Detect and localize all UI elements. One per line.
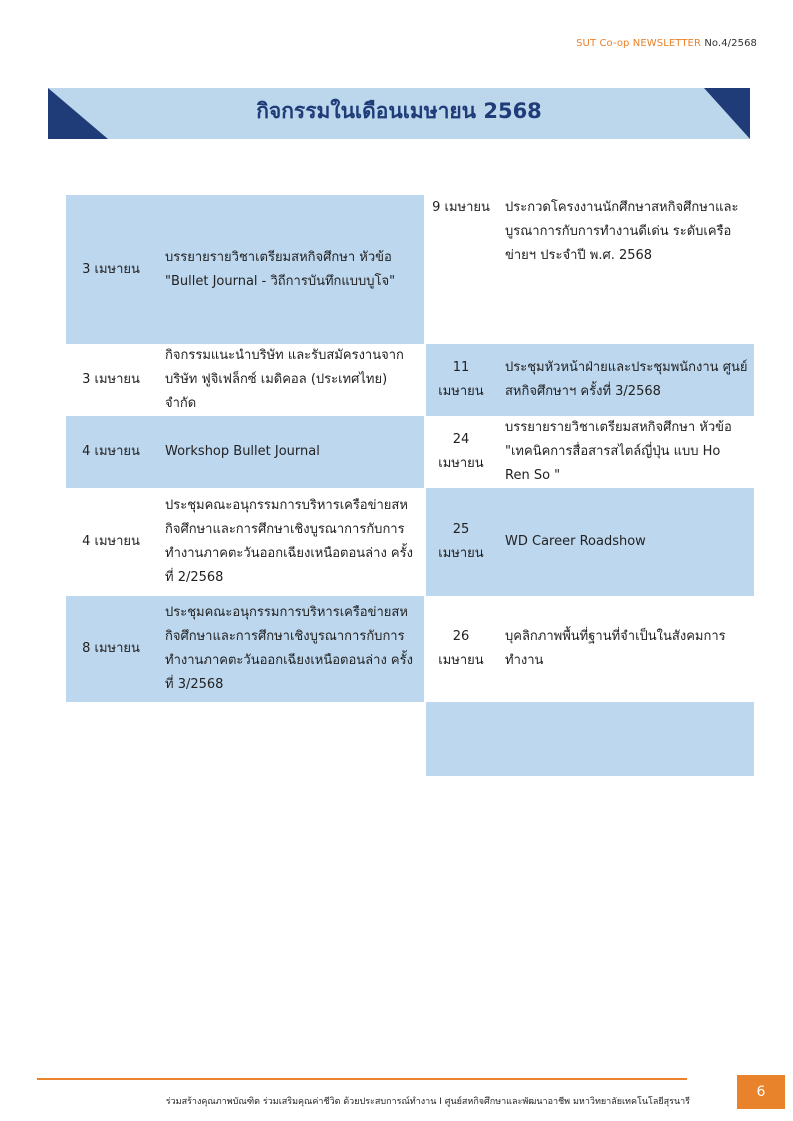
event-date: 9 เมษายน [432, 200, 490, 215]
event-date [426, 702, 496, 776]
newsletter-brand: SUT Co-op NEWSLETTER [576, 38, 702, 49]
event-description: ประชุมคณะอนุกรรมการบริหารเครือข่ายสหกิจศึกษาและการศึกษาเชิงบูรณาการกับการทำงานภาคตะวันออกเฉียงเหนือตอนล่าง ครั้งที่ 3/2568 [156, 596, 424, 702]
event-date: 3 เมษายน [66, 195, 156, 344]
event-description: Workshop Bullet Journal [156, 416, 424, 488]
page-number: 6 [737, 1075, 785, 1109]
event-description: WD Career Roadshow [496, 488, 754, 596]
title-banner [48, 88, 750, 139]
event-date: 4 เมษายน [82, 534, 140, 549]
event-date: 11 เมษายน [426, 344, 496, 416]
newsletter-issue: No.4/2568 [704, 38, 757, 49]
event-description: ประกวดโครงงานนักศึกษาสหกิจศึกษาและบูรณาการกับการทำงานดีเด่น ระดับเครือข่ายฯ ประจำปี พ.ศ. 2568 [505, 200, 739, 263]
event-date: 26 เมษายน [438, 629, 484, 668]
event-description: กิจกรรมแนะนำบริษัท และรับสมัครงานจาก บริษัท ฟูจิเฟล็กซ์ เมดิคอล (ประเทศไทย) จำกัด [165, 348, 404, 411]
page-title: กิจกรรมในเดือนเมษายน 2568 [256, 99, 542, 123]
event-date: 3 เมษายน [82, 372, 140, 387]
event-description: บรรยายรายวิชาเตรียมสหกิจศึกษา หัวข้อ "เทคนิคการสื่อสารสไตล์ญี่ปุ่น แบบ Ho Ren So " [505, 420, 732, 483]
running-header [576, 38, 757, 49]
event-description: ประชุมคณะอนุกรรมการบริหารเครือข่ายสหกิจศึกษาและการศึกษาเชิงบูรณาการกับการทำงานภาคตะวันออกเฉียงเหนือตอนล่าง ครั้งที่ 2/2568 [165, 498, 413, 585]
event-description: บรรยายรายวิชาเตรียมสหกิจศึกษา หัวข้อ "Bullet Journal - วิถีการบันทึกแบบบูโจ" [156, 195, 424, 344]
event-date: 24 เมษายน [438, 432, 484, 471]
footer-divider [37, 1078, 687, 1080]
event-description: บุคลิกภาพพื้นที่ฐานที่จำเป็นในสังคมการทำงาน [505, 629, 726, 668]
event-description: ประชุมหัวหน้าฝ่ายและประชุมพนักงาน ศูนย์สหกิจศึกษาฯ ครั้งที่ 3/2568 [496, 344, 754, 416]
event-date: 8 เมษายน [66, 596, 156, 702]
event-description [496, 702, 754, 776]
footer-tagline: ร่วมสร้างคุณภาพบัณฑิต ร่วมเสริมคุณค่าชีวิต ด้วยประสบการณ์ทำงาน I ศูนย์สหกิจศึกษาและพัฒนาอาชีพ มหาวิทยาลัยเทคโนโลยีสุรนารี [165, 1097, 690, 1107]
event-date: 25 เมษายน [426, 488, 496, 596]
event-date: 4 เมษายน [66, 416, 156, 488]
